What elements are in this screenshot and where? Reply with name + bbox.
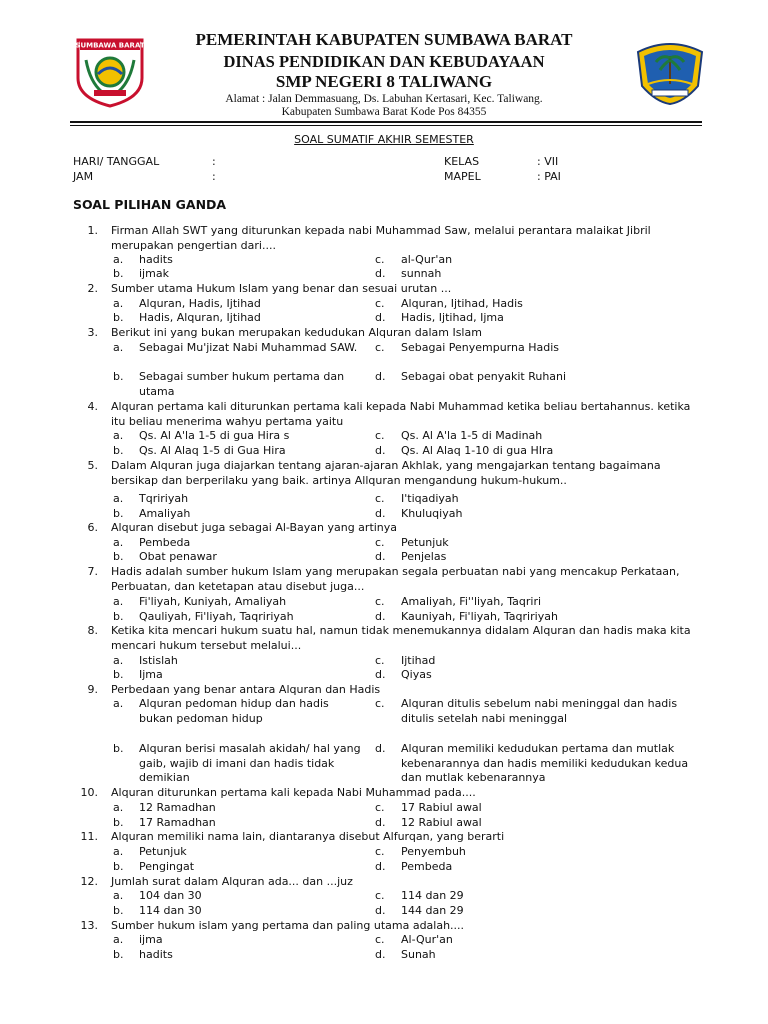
option-letter: b. bbox=[113, 742, 124, 755]
question-number: 12. bbox=[80, 875, 98, 888]
jam-label: JAM bbox=[73, 170, 94, 183]
option-d: Kauniyah, Fi'liyah, Taqririyah bbox=[401, 610, 558, 623]
question-number: 8. bbox=[87, 624, 98, 637]
question-number: 9. bbox=[87, 683, 98, 696]
option-letter: c. bbox=[375, 889, 385, 902]
option-c: 114 dan 29 bbox=[401, 889, 464, 902]
question-text: Sumber utama Hukum Islam yang benar dan sesuai urutan ... bbox=[111, 282, 452, 295]
option-a: 104 dan 30 bbox=[139, 889, 202, 902]
option-letter: d. bbox=[375, 860, 386, 873]
option-letter: a. bbox=[113, 536, 124, 549]
option-a: 12 Ramadhan bbox=[139, 801, 216, 814]
option-letter: b. bbox=[113, 668, 124, 681]
option-d: Khuluqiyah bbox=[401, 507, 463, 520]
option-c: Al-Qur'an bbox=[401, 933, 453, 946]
question-number: 13. bbox=[80, 919, 98, 932]
header-department: DINAS PENDIDIKAN DAN KEBUDAYAAN bbox=[223, 52, 545, 71]
option-letter: d. bbox=[375, 668, 386, 681]
option-letter: b. bbox=[113, 550, 124, 563]
option-c: Alquran, Ijtihad, Hadis bbox=[401, 297, 523, 310]
option-letter: c. bbox=[375, 429, 385, 442]
document-title: SOAL SUMATIF AKHIR SEMESTER bbox=[294, 133, 474, 146]
option-b: Qauliyah, Fi'liyah, Taqririyah bbox=[139, 610, 294, 623]
option-b: 17 Ramadhan bbox=[139, 816, 216, 829]
option-letter: a. bbox=[113, 845, 124, 858]
option-d: Penjelas bbox=[401, 550, 447, 563]
option-b: Hadis, Alquran, Ijtihad bbox=[139, 311, 261, 324]
option-b: 114 dan 30 bbox=[139, 904, 202, 917]
option-letter: a. bbox=[113, 697, 124, 710]
option-letter: d. bbox=[375, 370, 386, 383]
option-letter: a. bbox=[113, 429, 124, 442]
option-letter: b. bbox=[113, 370, 124, 383]
option-letter: c. bbox=[375, 845, 385, 858]
option-letter: d. bbox=[375, 610, 386, 623]
option-d: Hadis, Ijtihad, Ijma bbox=[401, 311, 504, 324]
option-d: Sunah bbox=[401, 948, 436, 961]
option-a: Sebagai Mu'jizat Nabi Muhammad SAW. bbox=[139, 341, 358, 354]
option-letter: c. bbox=[375, 492, 385, 505]
option-a: Petunjuk bbox=[139, 845, 187, 858]
option-c: al-Qur'an bbox=[401, 253, 453, 266]
option-letter: c. bbox=[375, 253, 385, 266]
option-b: hadits bbox=[139, 948, 173, 961]
option-a: Tqririyah bbox=[139, 492, 189, 505]
question-text: Alquran diturunkan pertama kali kepada Nabi Muhammad pada.... bbox=[111, 786, 476, 799]
option-letter: c. bbox=[375, 654, 385, 667]
option-c: 17 Rabiul awal bbox=[401, 801, 482, 814]
question-number: 2. bbox=[87, 282, 98, 295]
question-text: Sumber hukum islam yang pertama dan paling utama adalah.... bbox=[111, 919, 465, 932]
option-d: Qiyas bbox=[401, 668, 432, 681]
option-letter: d. bbox=[375, 507, 386, 520]
option-b: Sebagai sumber hukum pertama dan utama bbox=[139, 370, 345, 398]
jam-colon: : bbox=[212, 170, 216, 183]
option-a: Alquran pedoman hidup dan hadis bukan pedoman hidup bbox=[139, 697, 329, 725]
option-letter: d. bbox=[375, 742, 386, 755]
option-d: Sebagai obat penyakit Ruhani bbox=[401, 370, 567, 383]
option-c: I'tiqadiyah bbox=[401, 492, 459, 505]
option-b: Alquran berisi masalah akidah/ hal yang gaib, wajib di imani dan hadis tidak demikian bbox=[139, 742, 361, 784]
option-c: Ijtihad bbox=[401, 654, 436, 667]
option-letter: c. bbox=[375, 595, 385, 608]
option-letter: c. bbox=[375, 933, 385, 946]
option-c: Qs. Al A'la 1-5 di Madinah bbox=[401, 429, 543, 442]
question-number: 4. bbox=[87, 400, 98, 413]
option-letter: b. bbox=[113, 948, 124, 961]
option-letter: a. bbox=[113, 889, 124, 902]
option-a: Qs. Al A'la 1-5 di gua Hira s bbox=[139, 429, 290, 442]
option-d: Pembeda bbox=[401, 860, 453, 873]
header-government: PEMERINTAH KABUPATEN SUMBAWA BARAT bbox=[195, 30, 573, 49]
option-a: hadits bbox=[139, 253, 173, 266]
option-letter: d. bbox=[375, 816, 386, 829]
option-letter: a. bbox=[113, 253, 124, 266]
option-letter: b. bbox=[113, 444, 124, 457]
option-c: Petunjuk bbox=[401, 536, 449, 549]
option-d: sunnah bbox=[401, 267, 442, 280]
option-a: ijma bbox=[139, 933, 163, 946]
option-d: Alquran memiliki kedudukan pertama dan mutlak kebenarannya dan hadis memiliki kedudukan kedua dan mutlak kebenarannya bbox=[401, 742, 689, 784]
question-text: Hadis adalah sumber hukum Islam yang merupakan segala perbuatan nabi yang mencakup Perkataan, Perbuatan, dan ketetapan atau disebut juga... bbox=[111, 565, 680, 593]
option-letter: b. bbox=[113, 267, 124, 280]
option-d: Qs. Al Alaq 1-10 di gua HIra bbox=[401, 444, 554, 457]
option-letter: d. bbox=[375, 904, 386, 917]
question-number: 10. bbox=[80, 786, 98, 799]
section-title: SOAL PILIHAN GANDA bbox=[73, 197, 227, 212]
option-letter: a. bbox=[113, 297, 124, 310]
option-letter: d. bbox=[375, 550, 386, 563]
question-number: 1. bbox=[87, 224, 98, 237]
question-number: 6. bbox=[87, 521, 98, 534]
question-text: Perbedaan yang benar antara Alquran dan Hadis bbox=[111, 683, 381, 696]
mapel-label: MAPEL bbox=[444, 170, 481, 183]
option-letter: d. bbox=[375, 444, 386, 457]
option-c: Alquran ditulis sebelum nabi meninggal dan hadis ditulis setelah nabi meninggal bbox=[401, 697, 678, 725]
question-number: 3. bbox=[87, 326, 98, 339]
option-letter: b. bbox=[113, 816, 124, 829]
option-letter: b. bbox=[113, 507, 124, 520]
question-text: Alquran pertama kali diturunkan pertama kali kepada Nabi Muhammad ketika beliau bertahannus. ketika itu beliau menerima wahyu pertama yaitu bbox=[111, 400, 691, 428]
option-c: Amaliyah, Fi''liyah, Taqriri bbox=[401, 595, 542, 608]
header-address-line2: Kabupaten Sumbawa Barat Kode Pos 84355 bbox=[281, 106, 487, 118]
option-b: Ijma bbox=[139, 668, 163, 681]
option-letter: a. bbox=[113, 341, 124, 354]
question-text: Jumlah surat dalam Alquran ada... dan ...juz bbox=[111, 875, 353, 888]
option-a: Pembeda bbox=[139, 536, 191, 549]
option-b: Qs. Al Alaq 1-5 di Gua Hira bbox=[139, 444, 286, 457]
option-letter: b. bbox=[113, 904, 124, 917]
kelas-label: KELAS bbox=[444, 155, 480, 168]
option-letter: a. bbox=[113, 801, 124, 814]
option-b: Pengingat bbox=[139, 860, 195, 873]
option-letter: a. bbox=[113, 933, 124, 946]
option-a: Alquran, Hadis, Ijtihad bbox=[139, 297, 261, 310]
question-number: 5. bbox=[87, 459, 98, 472]
question-text: Firman Allah SWT yang diturunkan kepada nabi Muhammad Saw, melalui perantara malaikat Jibril merupakan pengertian dari.... bbox=[111, 224, 651, 252]
option-d: 12 Rabiul awal bbox=[401, 816, 482, 829]
option-letter: a. bbox=[113, 492, 124, 505]
option-letter: c. bbox=[375, 341, 385, 354]
option-letter: d. bbox=[375, 948, 386, 961]
hari-tanggal-label: HARI/ TANGGAL bbox=[73, 155, 160, 168]
option-letter: b. bbox=[113, 311, 124, 324]
header-address-line1: Alamat : Jalan Demmasuang, Ds. Labuhan Kertasari, Kec. Taliwang. bbox=[225, 93, 543, 105]
question-text: Berikut ini yang bukan merupakan kedudukan Alquran dalam Islam bbox=[111, 326, 482, 339]
option-letter: a. bbox=[113, 595, 124, 608]
option-letter: d. bbox=[375, 267, 386, 280]
option-letter: c. bbox=[375, 536, 385, 549]
option-b: Obat penawar bbox=[139, 550, 217, 563]
question-number: 11. bbox=[80, 830, 98, 843]
option-a: Istislah bbox=[139, 654, 178, 667]
mapel-value: : PAI bbox=[537, 170, 561, 183]
option-letter: b. bbox=[113, 860, 124, 873]
kelas-value: : VII bbox=[537, 155, 559, 168]
option-b: ijmak bbox=[139, 267, 169, 280]
option-letter: b. bbox=[113, 610, 124, 623]
hari-tanggal-colon: : bbox=[212, 155, 216, 168]
option-letter: c. bbox=[375, 801, 385, 814]
header-school-name: SMP NEGERI 8 TALIWANG bbox=[275, 72, 493, 91]
option-letter: d. bbox=[375, 311, 386, 324]
option-a: Fi'liyah, Kuniyah, Amaliyah bbox=[139, 595, 287, 608]
option-letter: c. bbox=[375, 697, 385, 710]
question-number: 7. bbox=[87, 565, 98, 578]
option-c: Penyembuh bbox=[401, 845, 466, 858]
question-text: Ketika kita mencari hukum suatu hal, namun tidak menemukannya didalam Alquran dan hadis maka kita mencari hukum tersebut melalui... bbox=[111, 624, 691, 652]
question-text: Alquran disebut juga sebagai Al-Bayan yang artinya bbox=[111, 521, 398, 534]
option-letter: c. bbox=[375, 297, 385, 310]
svg-text:SUMBAWA BARAT: SUMBAWA BARAT bbox=[75, 41, 145, 50]
question-text: Alquran memiliki nama lain, diantaranya disebut Alfurqan, yang berarti bbox=[111, 830, 505, 843]
question-text: Dalam Alquran juga diajarkan tentang ajaran-ajaran Akhlak, yang mengajarkan tentang bagaimana bersikap dan berperilaku yang baik. artinya Allquran mengandung hukum-hukum.. bbox=[111, 459, 661, 487]
option-letter: a. bbox=[113, 654, 124, 667]
option-d: 144 dan 29 bbox=[401, 904, 464, 917]
option-c: Sebagai Penyempurna Hadis bbox=[401, 341, 559, 354]
option-b: Amaliyah bbox=[139, 507, 191, 520]
